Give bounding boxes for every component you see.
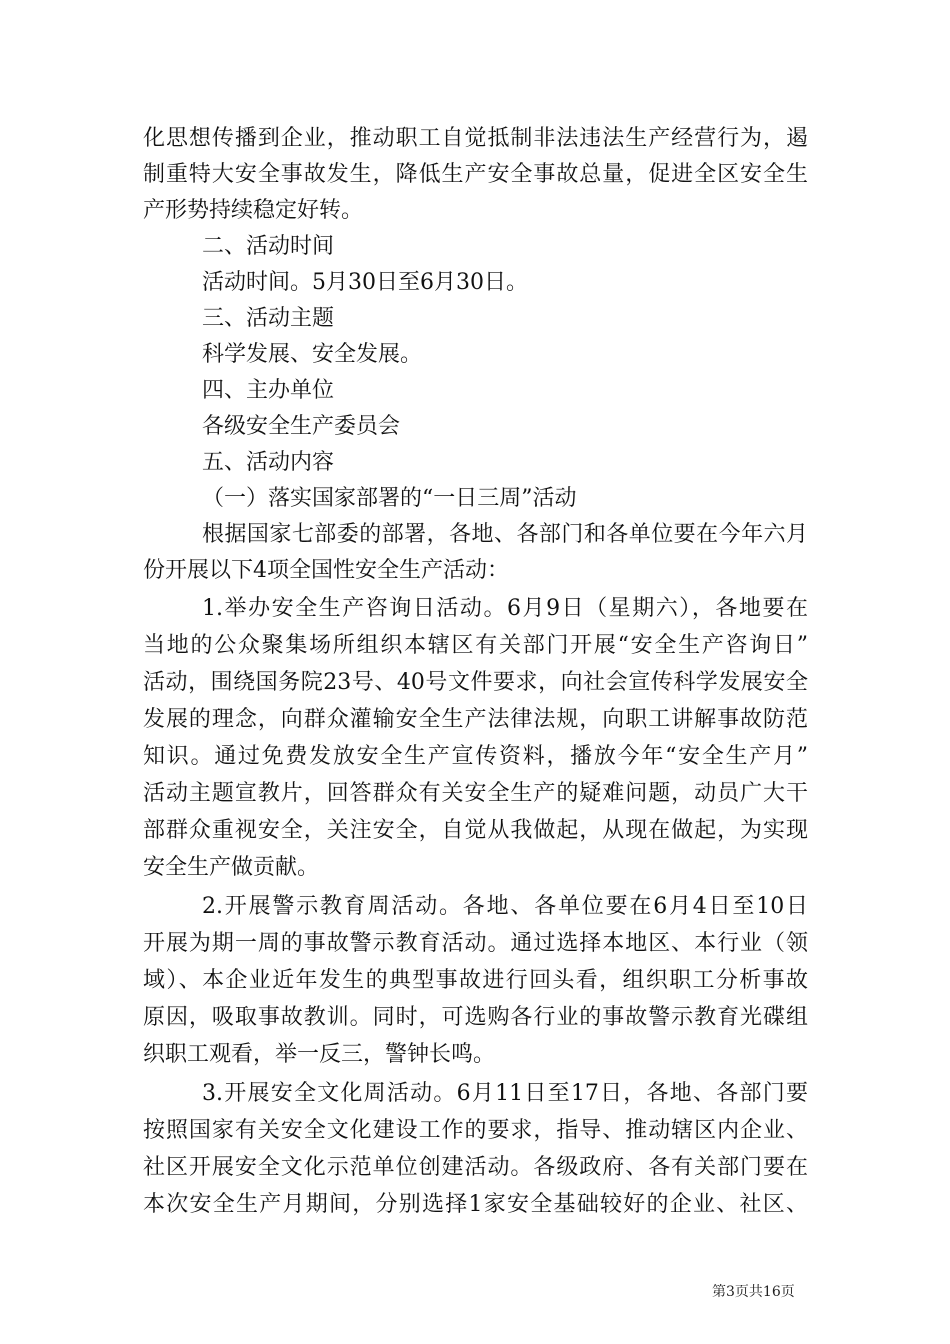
text-line: 本次安全生产月期间，分别选择1家安全基础较好的企业、社区、 xyxy=(143,1192,808,1217)
text-line: 发展的理念，向群众灌输安全生产法律法规，向职工讲解事故防范 xyxy=(143,707,808,732)
subsection-heading: （一）落实国家部署的“一日三周”活动 xyxy=(202,486,577,511)
text-line: 1.举办安全生产咨询日活动。6月9日（星期六），各地要在 xyxy=(202,596,808,621)
text-line: 科学发展、安全发展。 xyxy=(202,342,423,367)
text-line: 2.开展警示教育周活动。各地、各单位要在6月4日至10日 xyxy=(202,894,808,919)
text-line: 按照国家有关安全文化建设工作的要求，指导、推动辖区内企业、 xyxy=(143,1118,808,1143)
section-heading: 五、活动内容 xyxy=(202,450,335,475)
text-line: 活动时间。5月30日至6月30日。 xyxy=(202,270,528,295)
section-heading: 二、活动时间 xyxy=(202,234,335,259)
text-line: 份开展以下4项全国性安全生产活动： xyxy=(143,558,509,583)
text-line: 原因，吸取事故教训。同时，可选购各行业的事故警示教育光碟组 xyxy=(143,1005,808,1030)
text-line: 根据国家七部委的部署，各地、各部门和各单位要在今年六月 xyxy=(202,522,808,547)
text-line: 活动主题宣教片，回答群众有关安全生产的疑难问题，动员广大干 xyxy=(143,781,808,806)
text-line: 当地的公众聚集场所组织本辖区有关部门开展“安全生产咨询日” xyxy=(143,633,808,658)
text-line: 化思想传播到企业，推动职工自觉抵制非法违法生产经营行为，遏 xyxy=(143,126,808,151)
page-number: 第3页共16页 xyxy=(712,1284,795,1300)
text-line: 知识。通过免费发放安全生产宣传资料，播放今年“安全生产月” xyxy=(143,744,808,769)
text-line: 活动，围绕国务院23号、40号文件要求，向社会宣传科学发展安全 xyxy=(143,670,808,695)
text-line: 域）、本企业近年发生的典型事故进行回头看，组织职工分析事故 xyxy=(143,968,808,993)
text-line: 开展为期一周的事故警示教育活动。通过选择本地区、本行业（领 xyxy=(143,931,808,956)
section-heading: 三、活动主题 xyxy=(202,306,335,331)
text-line: 织职工观看，举一反三，警钟长鸣。 xyxy=(143,1042,496,1067)
text-line: 社区开展安全文化示范单位创建活动。各级政府、各有关部门要在 xyxy=(143,1155,808,1180)
section-heading: 四、主办单位 xyxy=(202,378,335,403)
text-line: 制重特大安全事故发生，降低生产安全事故总量，促进全区安全生 xyxy=(143,162,808,187)
text-line: 3.开展安全文化周活动。6月11日至17日，各地、各部门要 xyxy=(202,1081,808,1106)
text-line: 安全生产做贡献。 xyxy=(143,855,320,880)
text-line: 部群众重视安全，关注安全，自觉从我做起，从现在做起，为实现 xyxy=(143,818,808,843)
text-line: 各级安全生产委员会 xyxy=(202,414,401,439)
text-line: 产形势持续稳定好转。 xyxy=(143,198,364,223)
